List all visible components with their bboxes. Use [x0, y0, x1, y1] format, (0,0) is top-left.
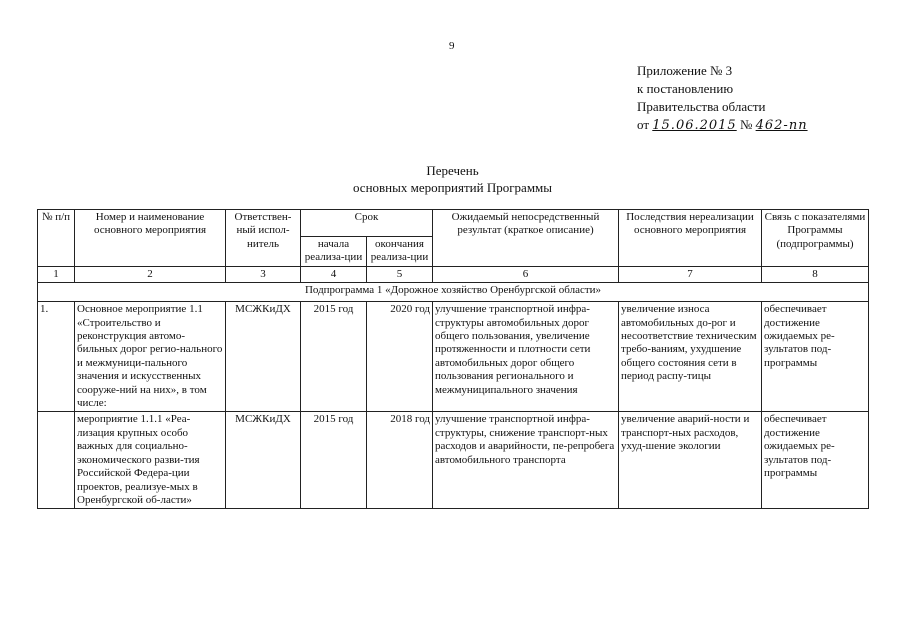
row-result: улучшение транспортной инфра-структуры, снижение транспорт-ных расходов и аварийности, пе-репробега автомобильного транспорта: [433, 412, 619, 509]
col-number: 1: [38, 266, 75, 282]
col-number: 2: [75, 266, 226, 282]
appendix-number: 462-пп: [755, 118, 808, 133]
table-row: [38, 302, 869, 412]
row-start: 2015 год: [301, 412, 367, 509]
document-title: [0, 162, 905, 196]
row-end: 2018 год: [367, 412, 433, 509]
header-start: начала реализа-ции: [301, 237, 367, 267]
header-result: Ожидаемый непосредственный результат (краткое описание): [433, 210, 619, 267]
header-name: Номер и наименование основного мероприятия: [75, 210, 226, 267]
appendix-line3: Правительства области: [637, 99, 766, 114]
subprogram-row: [38, 283, 869, 302]
row-num: [38, 412, 75, 509]
col-number: 3: [226, 266, 301, 282]
appendix-date: 15.06.2015: [652, 118, 737, 133]
row-name: Основное мероприятие 1.1 «Строительство и реконструкция автомо-бильных дорог регио-нального и межмуници-пального значения и искусственных сооруже-ний на них», в том числе:: [75, 302, 226, 412]
row-end: 2020 год: [367, 302, 433, 412]
appendix-line1: Приложение № 3: [637, 63, 733, 78]
page-number: 9: [449, 40, 455, 52]
appendix-date-line: [637, 116, 808, 135]
row-responsible: МСЖКиДХ: [226, 412, 301, 509]
header-responsible: Ответствен-ный испол-нитель: [226, 210, 301, 267]
row-responsible: МСЖКиДХ: [226, 302, 301, 412]
row-name: мероприятие 1.1.1 «Реа-лизация крупных особо важных для социально-экономического разви-тия Российской Федера-ции проектов, реализуе-мых в Оренбургской об-ласти»: [75, 412, 226, 509]
row-result: улучшение транспортной инфра-структуры автомобильных дорог общего пользования, увеличение протяженности и плотности сети автомобильных дорог общего пользования регионального и межмуниципального значения: [433, 302, 619, 412]
row-num: 1.: [38, 302, 75, 412]
header-end: окончания реализа-ции: [367, 237, 433, 267]
measures-table: [37, 209, 869, 509]
row-start: 2015 год: [301, 302, 367, 412]
title-line2: основных мероприятий Программы: [352, 180, 553, 195]
appendix-from: от: [637, 117, 650, 132]
title-line1: Перечень: [426, 163, 479, 178]
row-consequences: увеличение аварий-ности и транспорт-ных расходов, ухуд-шение экологии: [619, 412, 762, 509]
header-row: [38, 210, 869, 237]
appendix-block: [637, 62, 808, 135]
col-number: 5: [367, 266, 433, 282]
col-number: 8: [762, 266, 869, 282]
appendix-line2: к постановлению: [637, 81, 734, 96]
row-link: обеспечивает достижение ожидаемых ре-зультатов под-программы: [762, 412, 869, 509]
table-row: [38, 412, 869, 509]
header-consequences: Последствия нереализации основного мероприятия: [619, 210, 762, 267]
row-consequences: увеличение износа автомобильных до-рог и несоответствие техническим требо-ваниям, ухудшение общего состояния сети в период распу-тицы: [619, 302, 762, 412]
header-term: Срок: [301, 210, 433, 237]
header-link: Связь с показателями Программы (подпрограммы): [762, 210, 869, 267]
row-link: обеспечивает достижение ожидаемых ре-зультатов под-программы: [762, 302, 869, 412]
header-num: № п/п: [38, 210, 75, 267]
column-numbers-row: [38, 266, 869, 282]
col-number: 4: [301, 266, 367, 282]
subprogram-title: Подпрограмма 1 «Дорожное хозяйство Оренбургской области»: [38, 283, 869, 302]
appendix-no-sign: №: [739, 117, 753, 132]
col-number: 7: [619, 266, 762, 282]
col-number: 6: [433, 266, 619, 282]
